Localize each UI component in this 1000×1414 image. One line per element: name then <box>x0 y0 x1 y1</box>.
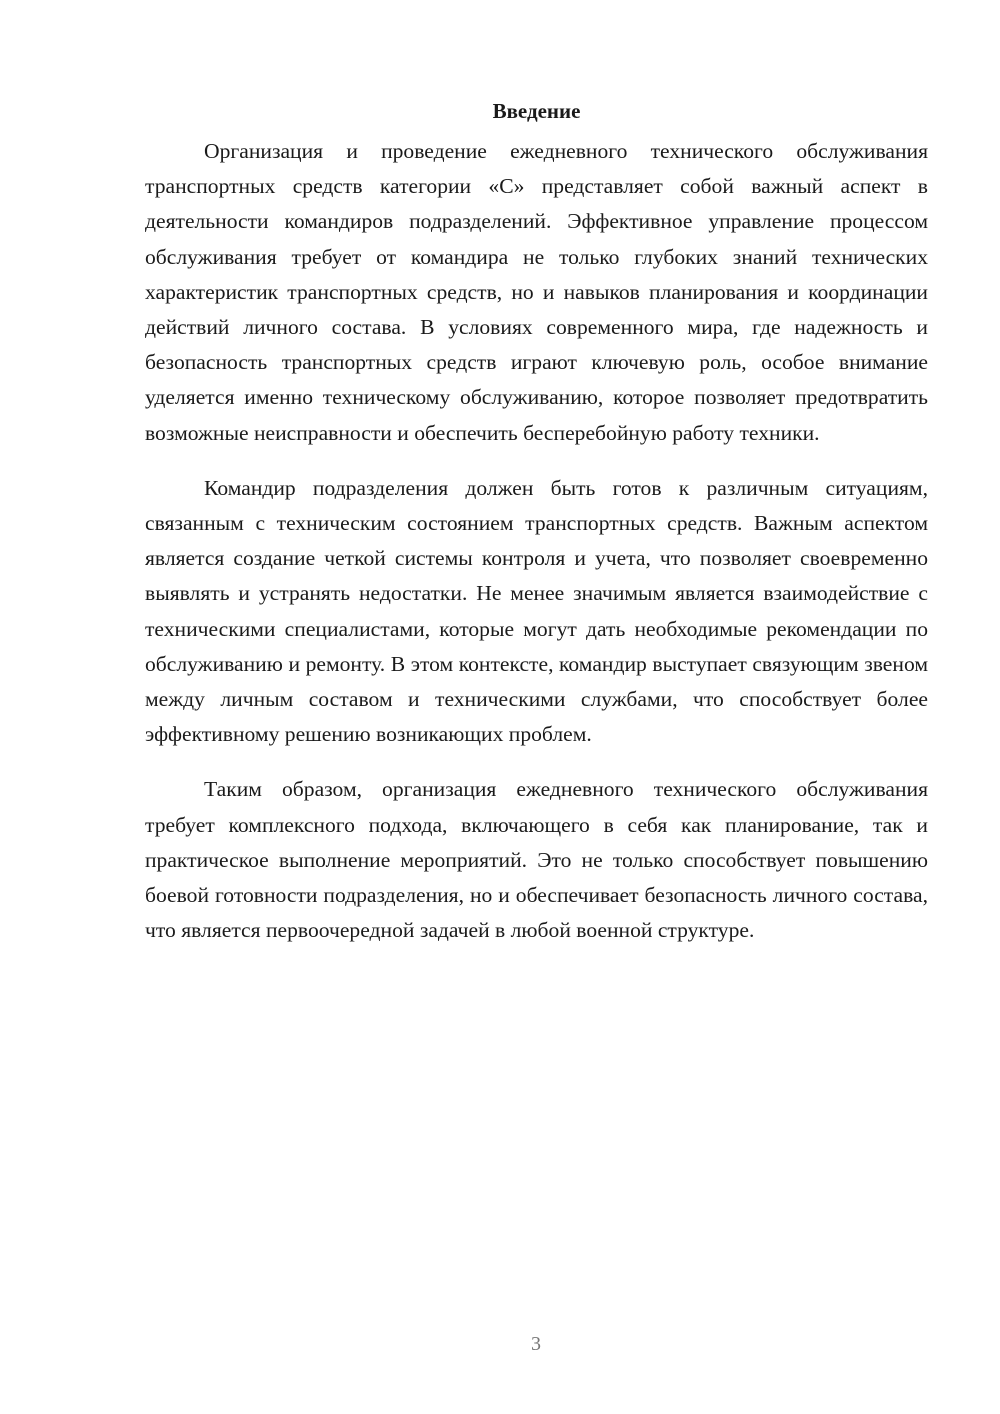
paragraph-3: Таким образом, организация ежедневного технического обслуживания требует комплексного подхода, включающего в себя как планирование, так и практическое выполнение мероприятий. Это не только способствует повышению боевой готовности подразделения, но и обеспечивает безопасность личного состава, что является первоочередной задачей в любой военной структуре. <box>145 777 928 943</box>
section-heading: Введение <box>492 99 581 123</box>
page-number: 3 <box>531 1333 541 1355</box>
document-body <box>145 96 928 948</box>
paragraph-2: Командир подразделения должен быть готов к различным ситуациям, связанным с техническим состоянием транспортных средств. Важным аспектом является создание четкой системы контроля и учета, что позволяет своевременно выявлять и устранять недостатки. Не менее значимым является взаимодействие с техническими специалистами, которые могут дать необходимые рекомендации по обслуживанию и ремонту. В этом контексте, командир выступает связующим звеном между личным составом и техническими службами, что способствует более эффективному решению возникающих проблем. <box>145 475 928 747</box>
paragraph-1: Организация и проведение ежедневного технического обслуживания транспортных средств категории «С» представляет собой важный аспект в деятельности командиров подразделений. Эффективное управление процессом обслуживания требует от командира не только глубоких знаний технических характеристик транспортных средств, но и навыков планирования и координации действий личного состава. В условиях современного мира, где надежность и безопасность транспортных средств играют ключевую роль, особое внимание уделяется именно техническому обслуживанию, которое позволяет предотвратить возможные неисправности и обеспечить бесперебойную работу техники. <box>145 139 928 445</box>
